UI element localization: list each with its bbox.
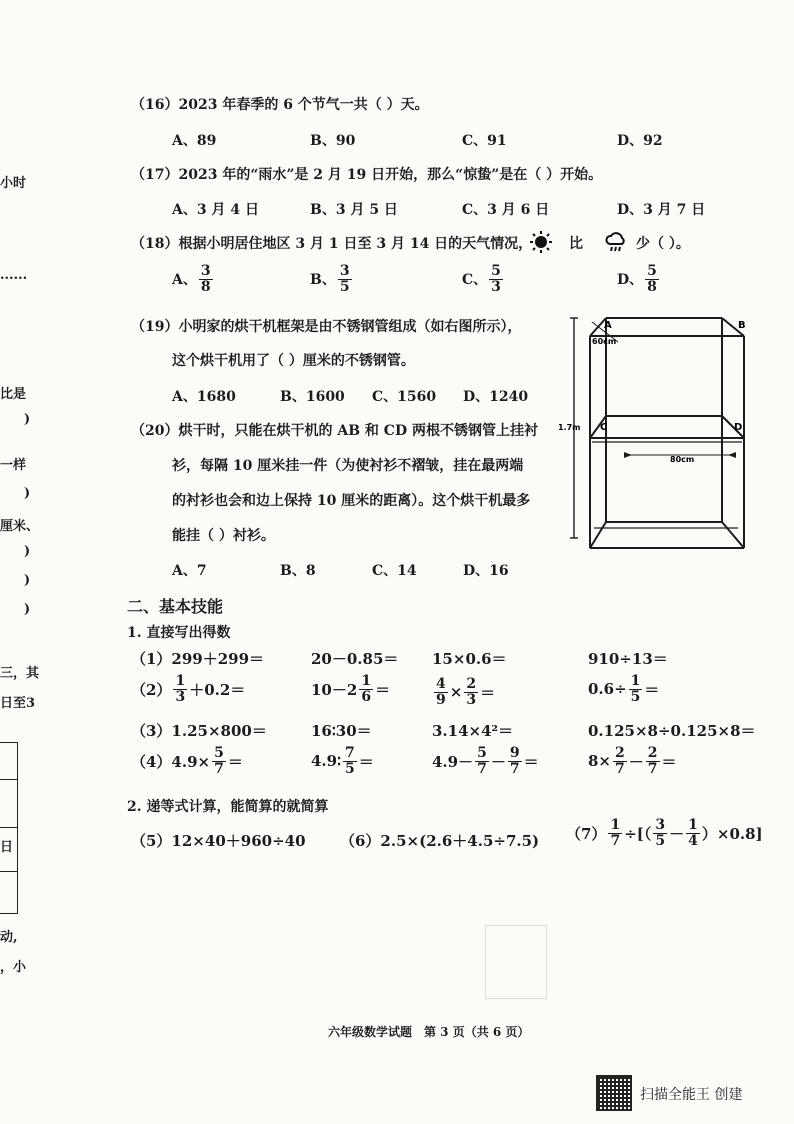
q19-option-b: B、1600 [280, 389, 345, 405]
q17-option-a: A、3 月 4 日 [172, 202, 259, 218]
bleed-through-mark [485, 925, 547, 999]
edge-text: 动, [0, 930, 18, 945]
edge-text: ) [24, 412, 31, 427]
dryer-frame-figure [558, 312, 758, 572]
label-a: A [604, 320, 612, 331]
q16-option-c: C、91 [462, 133, 507, 149]
calc-2b: 10－2 $\frac{1}{6}$ ＝ [311, 673, 391, 705]
q20-option-a: A、7 [172, 563, 207, 579]
rain-cloud-icon [604, 230, 628, 254]
q20-option-d: D、16 [463, 563, 509, 579]
edge-text: 小时 [0, 176, 27, 191]
label-d: D [734, 422, 743, 433]
q19-option-c: C、1560 [372, 389, 437, 405]
q19-option-a: A、1680 [172, 389, 236, 405]
label-height: 1.7m [558, 423, 581, 432]
calc-2d: 0.6÷ $\frac{1}{5}$ ＝ [588, 673, 660, 705]
question-20-line3: 的衬衫也会和边上保持 10 厘米的距离）。这个烘干机最多 [172, 493, 531, 509]
q18-stem-end: 少（ ）。 [636, 236, 690, 252]
calc-1a: （1）299＋299＝ [131, 650, 265, 668]
edge-text: ...... [0, 268, 28, 283]
calc-2a: （2） $\frac{1}{3}$ ＋0.2＝ [131, 673, 246, 705]
scanner-watermark: 扫描全能王 创建 [640, 1087, 743, 1103]
calc-3c: 3.14×4²＝ [432, 722, 514, 740]
qr-code-icon [596, 1075, 632, 1111]
edge-text: ) [24, 486, 31, 501]
label-b: B [738, 320, 746, 331]
edge-text: 日至3 [0, 696, 36, 711]
edge-table [0, 742, 18, 914]
edge-text: ) [24, 602, 31, 617]
label-depth: 60cm [592, 337, 617, 346]
q18-option-a: A、 $\frac{3}{8}$ [172, 263, 211, 295]
calc-3a: （3）1.25×800＝ [131, 722, 267, 740]
edge-text: 一样 [0, 458, 27, 473]
label-c: C [600, 422, 608, 433]
q18-option-b: B、 $\frac{3}{5}$ [310, 263, 350, 295]
q17-option-d: D、3 月 7 日 [617, 202, 706, 218]
question-20-line1: （20）烘干时，只能在烘干机的 AB 和 CD 两根不锈钢管上挂衬 [131, 423, 538, 439]
calc-4d: 8× $\frac{2}{7}$ － $\frac{2}{7}$ ＝ [588, 745, 677, 777]
calc-1c: 15×0.6＝ [432, 650, 507, 668]
calc-1b: 20－0.85＝ [311, 650, 399, 668]
question-18-stem: （18）根据小明居住地区 3 月 1 日至 3 月 14 日的天气情况， [131, 236, 533, 252]
question-17-stem: （17）2023 年的“雨水”是 2 月 19 日开始，那么“惊蛰”是在（ ）开始。 [131, 167, 603, 183]
question-20-line2: 衫，每隔 10 厘米挂一件（为使衬衫不褶皱，挂在最两端 [172, 458, 524, 474]
question-16-stem: （16）2023 年春季的 6 个节气一共（ ）天。 [131, 97, 429, 113]
calc-5: （5）12×40＋960÷40 [131, 832, 306, 850]
edge-text: ) [24, 544, 31, 559]
edge-text: 比是 [0, 387, 27, 402]
edge-text: 厘米、 [0, 519, 40, 534]
calc-3d: 0.125×8÷0.125×8＝ [588, 722, 756, 740]
calc-4a: （4）4.9× $\frac{5}{7}$ ＝ [131, 745, 243, 777]
question-20-line4: 能挂（ ）衬衫。 [172, 528, 275, 544]
section-2-title: 二、基本技能 [127, 597, 224, 616]
calc-1d: 910÷13＝ [588, 650, 668, 668]
q17-option-c: C、3 月 6 日 [462, 202, 550, 218]
subsection-1-title: 1. 直接写出得数 [127, 625, 231, 641]
calc-7: （7） $\frac{1}{7}$ ÷[（ $\frac{3}{5}$ － $\frac{1}{4}$ ）×0.8] [566, 817, 763, 849]
label-width: 80cm [670, 455, 695, 464]
q17-option-b: B、3 月 5 日 [310, 202, 398, 218]
q18-option-c: C、 $\frac{5}{3}$ [462, 263, 501, 295]
calc-3b: 16∶30＝ [311, 722, 372, 740]
q16-option-d: D、92 [617, 133, 663, 149]
q18-option-d: D、 $\frac{5}{8}$ [617, 263, 657, 295]
edge-text: 三，其 [0, 666, 40, 681]
sun-icon [529, 230, 553, 254]
calc-6: （6）2.5×(2.6＋4.5÷7.5) [340, 832, 540, 850]
question-19-line1: （19）小明家的烘干机框架是由不锈钢管组成（如右图所示）， [131, 319, 522, 335]
subsection-2-title: 2. 递等式计算，能简算的就简算 [127, 799, 329, 815]
q20-option-c: C、14 [372, 563, 417, 579]
edge-text: ，小 [0, 960, 27, 975]
q20-option-b: B、8 [280, 563, 316, 579]
edge-text: 日 [0, 840, 14, 855]
question-19-line2: 这个烘干机用了（ ）厘米的不锈钢管。 [172, 353, 415, 369]
q16-option-a: A、89 [172, 133, 217, 149]
calc-4c: 4.9－ $\frac{5}{7}$ － $\frac{9}{7}$ ＝ [432, 745, 539, 777]
page-footer: 六年级数学试题 第 3 页（共 6 页） [328, 1025, 530, 1039]
edge-text: ) [24, 573, 31, 588]
q18-compare-word: 比 [569, 236, 583, 252]
q16-option-b: B、90 [310, 133, 356, 149]
calc-4b: 4.9∶ $\frac{7}{5}$ ＝ [311, 745, 374, 777]
q19-option-d: D、1240 [463, 389, 529, 405]
calc-2c: $\frac{4}{9}$ × $\frac{2}{3}$ ＝ [436, 676, 496, 708]
